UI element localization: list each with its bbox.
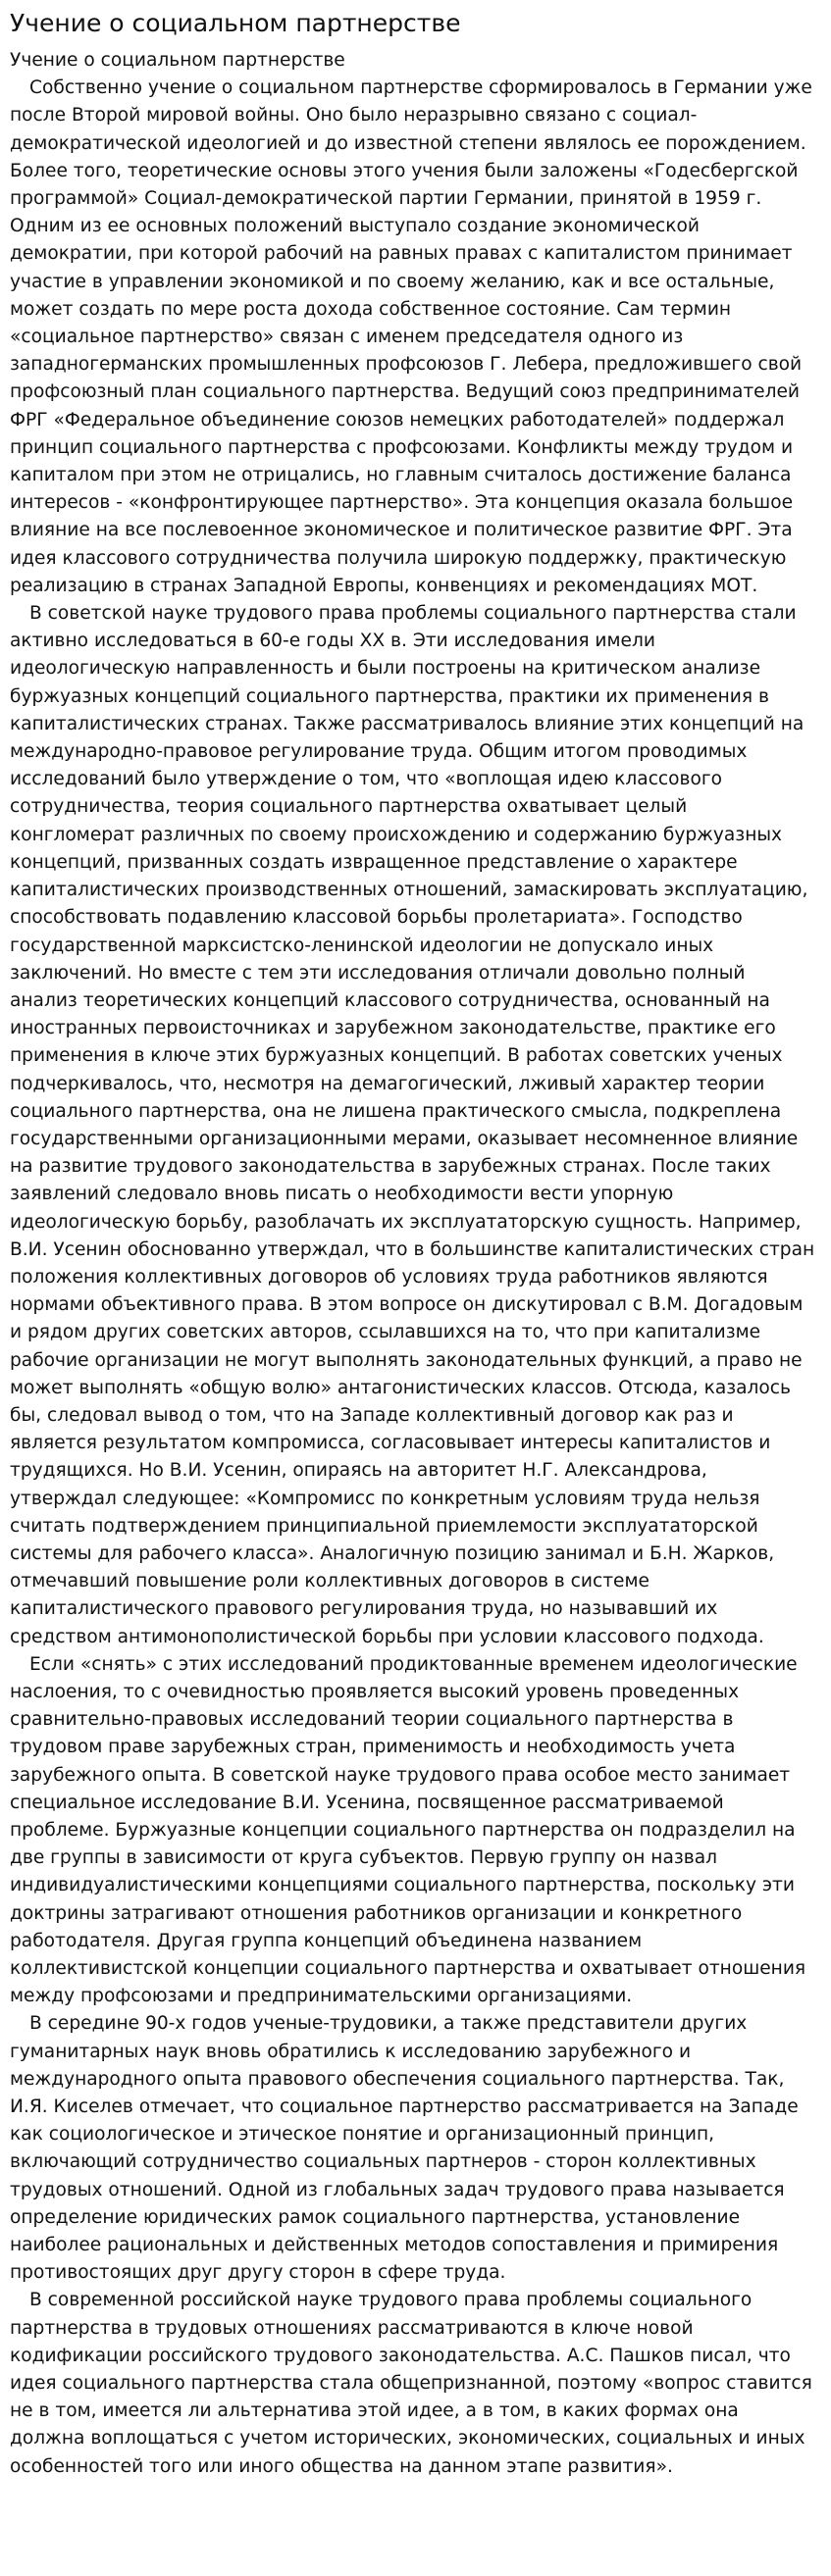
article-body [10, 75, 817, 2481]
paragraph-5: В современной российской науке трудового права проблемы социального партнерства в трудовых отношениях рассматриваются в ключе новой кодификации российского трудового законодательства. А.С. Пашков писал, что идея социального партнерства стала общепризнанной, поэтому «вопрос ставится не в том, имеется ли альтернатива этой идее, а в том, в каких формах она должна воплощаться с учетом исторических, экономических, социальных и иных особенностей того или иного общества на данном этапе развития». [10, 2290, 812, 2477]
paragraph-2: В советской науке трудового права проблемы социального партнерства стали активно исследоваться в 60-е годы XX в. Эти исследования имели идеологическую направленность и были построены на критическом анализе буржуазных концепций социального партнерства, практики их применения в капиталистических странах. Также рассматривалось влияние этих концепций на международно-правовое регулирование труда. Общим итогом проводимых исследований было утверждение о том, что «воплощая идею классового сотрудничества, теория социального партнерства охватывает целый конгломерат различных по своему происхождению и содержанию буржуазных концепций, призванных создать извращенное представление о характере капиталистических производственных отношений, замаскировать эксплуатацию, способствовать подавлению классовой борьбы пролетариата». Господство государственной марксистско-ленинской идеологии не допускало иных заключений. Но вместе с тем эти исследования отличали довольно полный анализ теоретических концепций классового сотрудничества, основанный на иностранных первоисточниках и зарубежном законодательстве, практике его применения в ключе этих буржуазных концепций. В работах советских ученых подчеркивалось, что, несмотря на демагогический, лживый характер теории социального партнерства, она не лишена практического смысла, подкреплена государственными организационными мерами, оказывает несомненное влияние на развитие трудового законодательства в зарубежных странах. После таких заявлений следовало вновь писать о необходимости вести упорную идеологическую борьбу, разоблачать их эксплуататорскую сущность. Например, В.И. Усенин обоснованно утверждал, что в большинстве капиталистических стран положения коллективных договоров об условиях труда работников являются нормами объективного права. В этом вопросе он дискутировал с В.М. Догадовым и рядом других советских авторов, ссылавшихся на то, что при капитализме рабочие организации не могут выполнять законодательных функций, а право не может выполнять «общую волю» антагонистических классов. Отсюда, казалось бы, следовал вывод о том, что на Западе коллективный договор как раз и является результатом компромисса, согласовывает интересы капиталистов и трудящихся. Но В.И. Усенин, опираясь на авторитет Н.Г. Александрова, утверждал следующее: «Компромисс по конкретным условиям труда нельзя считать подтверждением принципиальной приемлемости эксплуататорской системы для рабочего класса». Аналогичную позицию занимал и Б.Н. Жарков, отмечавший повышение роли коллективных договоров в системе капиталистического правового регулирования труда, но называвший их средством антимонополистической борьбы при условии классового подхода. [10, 603, 815, 1647]
paragraph-1: Собственно учение о социальном партнерстве сформировалось в Германии уже после Второй мировой войны. Оно было неразрывно связано с социал-демократической идеологией и до известной степени являлось ее порождением. Более того, теоретические основы этого учения были заложены «Годесбергской программой» Социал-демократической партии Германии, принятой в 1959 г. Одним из ее основных положений выступало создание экономической демократии, при которой рабочий на равных правах с капиталистом принимает участие в управлении экономикой и по своему желанию, как и все остальные, может создать по мере роста дохода собственное состояние. Сам термин «социальное партнерство» связан с именем председателя одного из западногерманских промышленных профсоюзов Г. Лебера, предложившего свой профсоюзный план социального партнерства. Ведущий союз предпринимателей ФРГ «Федеральное объединение союзов немецких работодателей» поддержал принцип социального партнерства с профсоюзами. Конфликты между трудом и капиталом при этом не отрицались, но главным считалось достижение баланса интересов - «конфронтирующее партнерство». Эта концепция оказала большое влияние на все послевоенное экономическое и политическое развитие ФРГ. Эта идея классового сотрудничества получила широкую поддержку, практическую реализацию в странах Западной Европы, конвенциях и рекомендациях МОТ. [10, 77, 812, 596]
article-subtitle: Учение о социальном партнерстве [10, 50, 345, 71]
page-title: Учение о социальном партнерстве [10, 9, 461, 37]
paragraph-3: Если «снять» с этих исследований продиктованные временем идеологические наслоения, то с очевидностью проявляется высокий уровень проведенных сравнительно-правовых исследований теории социального партнерства в трудовом праве зарубежных стран, применимость и необходимость учета зарубежного опыта. В советской науке трудового права особое место занимает специальное исследование В.И. Усенина, посвященное рассматриваемой проблеме. Буржуазные концепции социального партнерства он подразделил на две группы в зависимости от круга субъектов. Первую группу он назвал индивидуалистическими концепциями социального партнерства, поскольку эти доктрины затрагивают отношения работников организации и конкретного работодателя. Другая группа концепций объединена названием коллективистской концепции социального партнерства и охватывает отношения между профсоюзами и предпринимательскими организациями. [10, 1653, 806, 2007]
paragraph-4: В середине 90-х годов ученые-трудовики, а также представители других гуманитарных наук вновь обратились к исследованию зарубежного и международного опыта правового обеспечения социального партнерства. Так, И.Я. Киселев отмечает, что социальное партнерство рассматривается на Западе как социологическое и этическое понятие и организационный принцип, включающий сотрудничество социальных партнеров - сторон коллективных трудовых отношений. Одной из глобальных задач трудового права называется определение юридических рамок социального партнерства, установление наиболее рациональных и действенных методов сопоставления и примирения противостоящих друг другу сторон в сфере труда. [10, 2013, 799, 2284]
